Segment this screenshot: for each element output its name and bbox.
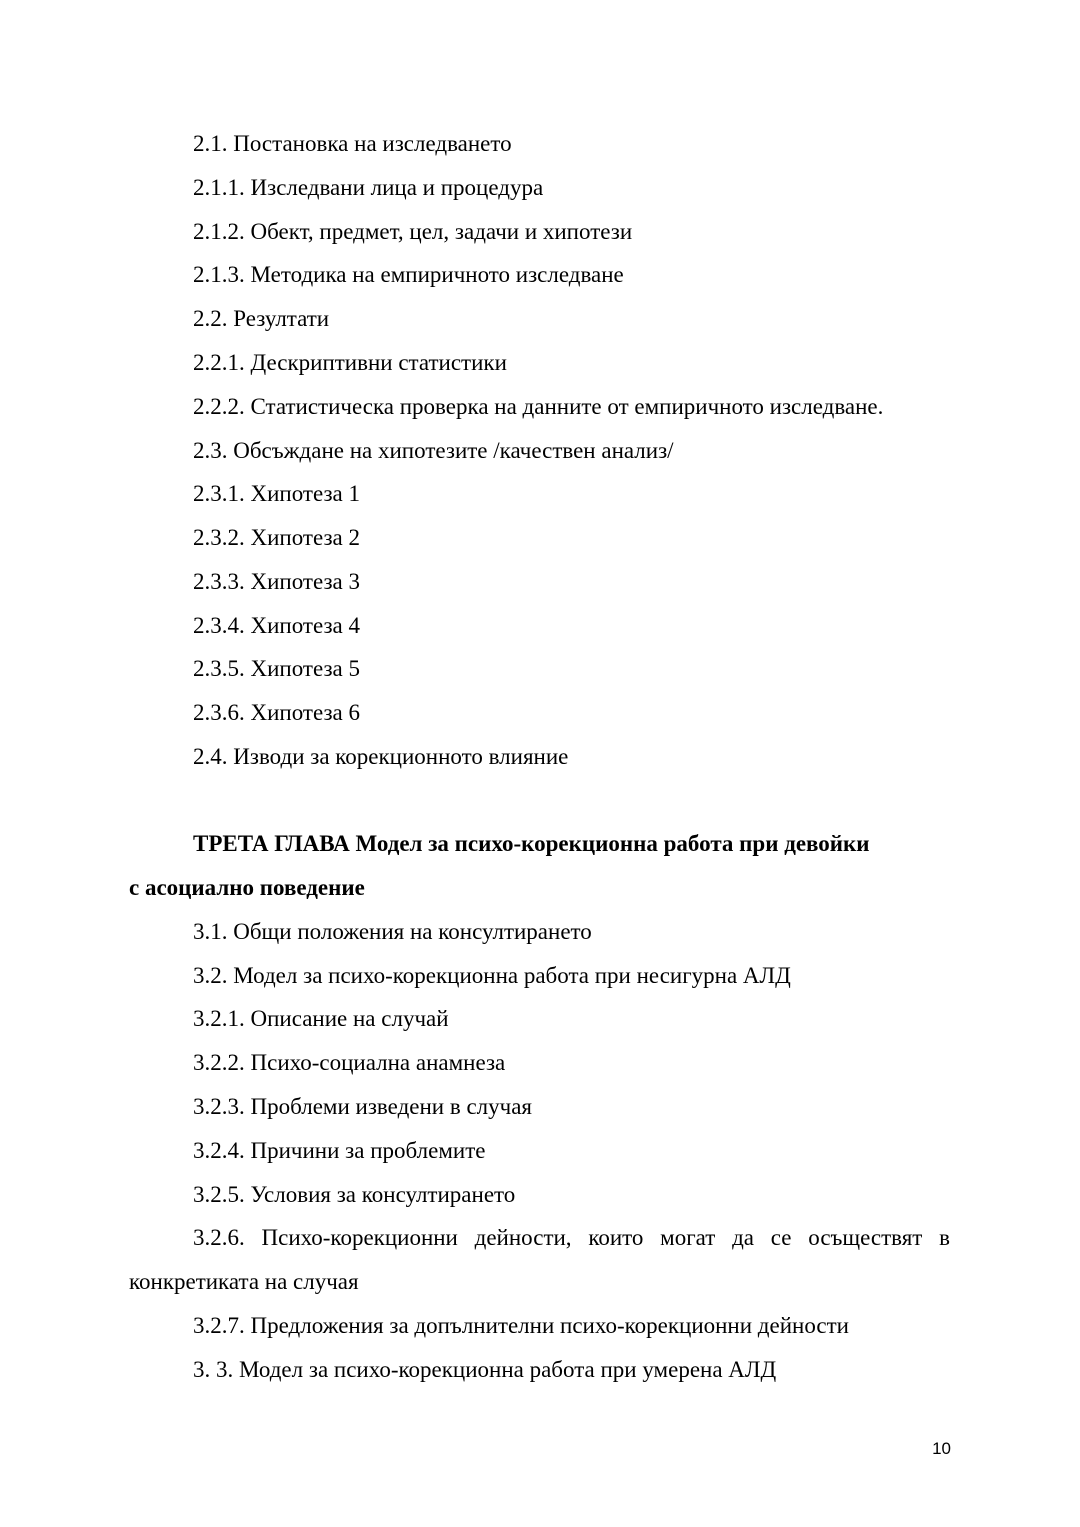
toc-entry-2-2: 2.2. Резултати: [193, 306, 330, 331]
toc-entry-2-3-2: 2.3.2. Хипотеза 2: [193, 525, 361, 550]
toc-entry-2-1-3: 2.1.3. Методика на емпиричното изследване: [193, 262, 624, 287]
chapter-heading-line2: с асоциално поведение: [129, 875, 365, 900]
toc-entry-2-3-5: 2.3.5. Хипотеза 5: [193, 656, 361, 681]
toc-entry-3-1: 3.1. Общи положения на консултирането: [193, 919, 592, 944]
toc-entry-2-3-1: 2.3.1. Хипотеза 1: [193, 481, 361, 506]
toc-entry-2-3-3: 2.3.3. Хипотеза 3: [193, 569, 361, 594]
toc-entry-3-3: 3. 3. Модел за психо-корекционна работа при умерена АЛД: [193, 1357, 777, 1382]
chapter-heading-line1: ТРЕТА ГЛАВА Модел за психо-корекционна работа при девойки: [193, 831, 870, 856]
toc-entry-2-2-2: 2.2.2. Статистическа проверка на данните от емпиричното изследване.: [193, 394, 884, 419]
toc-entry-3-2-1: 3.2.1. Описание на случай: [193, 1006, 449, 1031]
toc-entry-2-1-2: 2.1.2. Обект, предмет, цел, задачи и хипотези: [193, 219, 633, 244]
toc-entry-2-3-4: 2.3.4. Хипотеза 4: [193, 613, 361, 638]
toc-entry-3-2: 3.2. Модел за психо-корекционна работа при несигурна АЛД: [193, 963, 791, 988]
toc-entry-3-2-6-line2: конкретиката на случая: [129, 1269, 359, 1294]
toc-entry-2-3-6: 2.3.6. Хипотеза 6: [193, 700, 361, 725]
toc-entry-2-2-1: 2.2.1. Дескриптивни статистики: [193, 350, 507, 375]
toc-entry-3-2-7: 3.2.7. Предложения за допълнителни психо-корекционни дейности: [193, 1313, 849, 1338]
page-number: 10: [932, 1439, 951, 1458]
toc-entry-3-2-5: 3.2.5. Условия за консултирането: [193, 1182, 516, 1207]
toc-entry-3-2-3: 3.2.3. Проблеми изведени в случая: [193, 1094, 532, 1119]
toc-entry-2-3: 2.3. Обсъждане на хипотезите /качествен анализ/: [193, 438, 674, 463]
toc-entry-2-4: 2.4. Изводи за корекционното влияние: [193, 744, 569, 769]
toc-entry-3-2-2: 3.2.2. Психо-социална анамнеза: [193, 1050, 506, 1075]
toc-entry-3-2-6-line1: 3.2.6. Психо-корекционни дейности, които могат да се осъществят в: [193, 1225, 950, 1250]
toc-entry-2-1-1: 2.1.1. Изследвани лица и процедура: [193, 175, 544, 200]
toc-entry-3-2-4: 3.2.4. Причини за проблемите: [193, 1138, 486, 1163]
toc-entry-2-1: 2.1. Постановка на изследването: [193, 131, 512, 156]
